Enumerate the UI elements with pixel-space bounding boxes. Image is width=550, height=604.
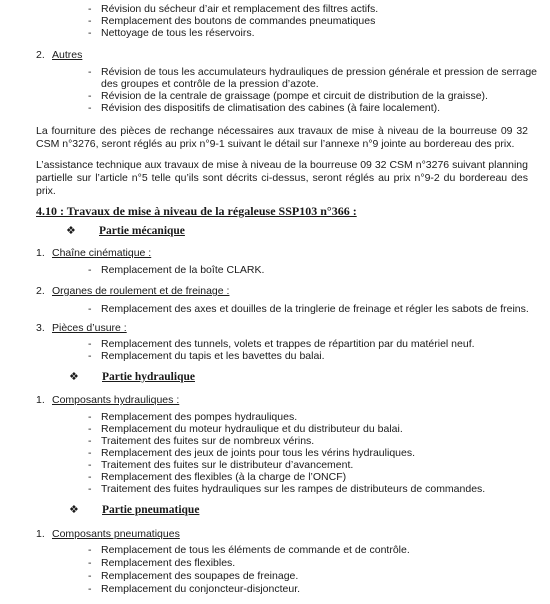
dash-bullet: - <box>88 27 92 39</box>
dash-bullet: - <box>88 303 92 315</box>
dash-bullet: - <box>88 102 92 114</box>
dash-bullet: - <box>88 423 92 435</box>
dash-bullet: - <box>88 435 92 447</box>
dash-bullet: - <box>88 66 92 78</box>
diamond-bullet-icon: ❖ <box>69 371 79 383</box>
diamond-bullet-icon: ❖ <box>69 504 79 516</box>
dash-bullet: - <box>88 411 92 423</box>
dash-bullet: - <box>88 583 92 595</box>
document-page: - Révision du sécheur d’air et remplacement des filtres actifs. - Remplacement des boutons de commandes pneumatiques - Nettoyage de tous les réservoirs. 2. Autres - Révision de tous les accumulateurs hydrauliques de pression générale et pression de serrage des groupes et contrôle de la pression d’azote. - Révision de la centrale de graissage (pompe et circuit de distribution de la graisse). - Révision des dispositifs de climatisation des cabines (à faire localement). La fourniture des pièces de rechange nécessaires aux travaux de mise à niveau de la bourreuse 09 32 CSM n°3276, seront réglés au prix n°9-1 suivant le détail sur l’annexe n°9 jointe au bordereau des prix. L’assistance technique aux travaux de mise à niveau de la bourreuse 09 32 CSM n°3276 suivant planning partielle sur l’article n°5 telle qu’ils sont décrits ci-dessus, seront réglés au prix n°9-2 du bordereau des prix. 4.10 : Travaux de mise à niveau de la régaleuse SSP103 n°366 : ❖ Partie mécanique 1. Chaîne cinématique : - Remplacement de la boîte CLARK. 2. Organes de roulement et de freinage : - Remplacement des axes et douilles de la tringlerie de freinage et régler les sabots de freins. 3. Pièces d’usure : - Remplacement des tunnels, volets et trappes de répartition par du matériel neuf. - Remplacement du tapis et les bavettes du balai. ❖ Partie hydraulique 1. Composants hydrauliques : - Remplacement des pompes hydrauliques. - Remplacement du moteur hydraulique et du distributeur du balai. - Traitement des fuites sur de nombreux vérins. - Remplacement des jeux de joints pour tous les vérins hydrauliques. - Traitement des fuites sur le distributeur d’avancement. - Remplacement des flexibles (à la charge de l’ONCF) - Traitement des fuites hydrauliques sur les rampes de distributeurs de commandes. ❖ Partie pneumatique 1. Composants pneumatiques - Remplacement de tous les éléments de commande et de contrôle. - Remplacement des flexibles. - Remplacement des soupapes de freinage. - Remplacement du conjoncteur-disjoncteur. <box>36 3 538 595</box>
dash-bullet: - <box>88 3 92 15</box>
dash-bullet: - <box>88 570 92 582</box>
dash-bullet: - <box>88 483 92 495</box>
dash-bullet: - <box>88 264 92 276</box>
paragraph-assistance: L’assistance technique aux travaux de mise à niveau de la bourreuse 09 32 CSM n°3276 suivant planning partielle sur l’article n°5 telle qu’ils sont décrits ci-dessus, seront réglés au prix n°9-2 du bordereau des prix. <box>36 159 528 197</box>
dash-bullet: - <box>88 459 92 471</box>
paragraph-fourniture: La fourniture des pièces de rechange nécessaires aux travaux de mise à niveau de la bourreuse 09 32 CSM n°3276, seront réglés au prix n°9-1 suivant le détail sur l’annexe n°9 jointe au bordereau des prix. <box>36 125 528 150</box>
section-title: 4.10 : Travaux de mise à niveau de la régaleuse SSP103 n°366 : <box>36 204 357 218</box>
dash-bullet: - <box>88 557 92 569</box>
diamond-bullet-icon: ❖ <box>66 225 76 237</box>
dash-bullet: - <box>88 338 92 350</box>
dash-bullet: - <box>88 15 92 27</box>
dash-bullet: - <box>88 350 92 362</box>
dash-bullet: - <box>88 447 92 459</box>
dash-bullet: - <box>88 90 92 102</box>
dash-bullet: - <box>88 544 92 556</box>
dash-bullet: - <box>88 471 92 483</box>
